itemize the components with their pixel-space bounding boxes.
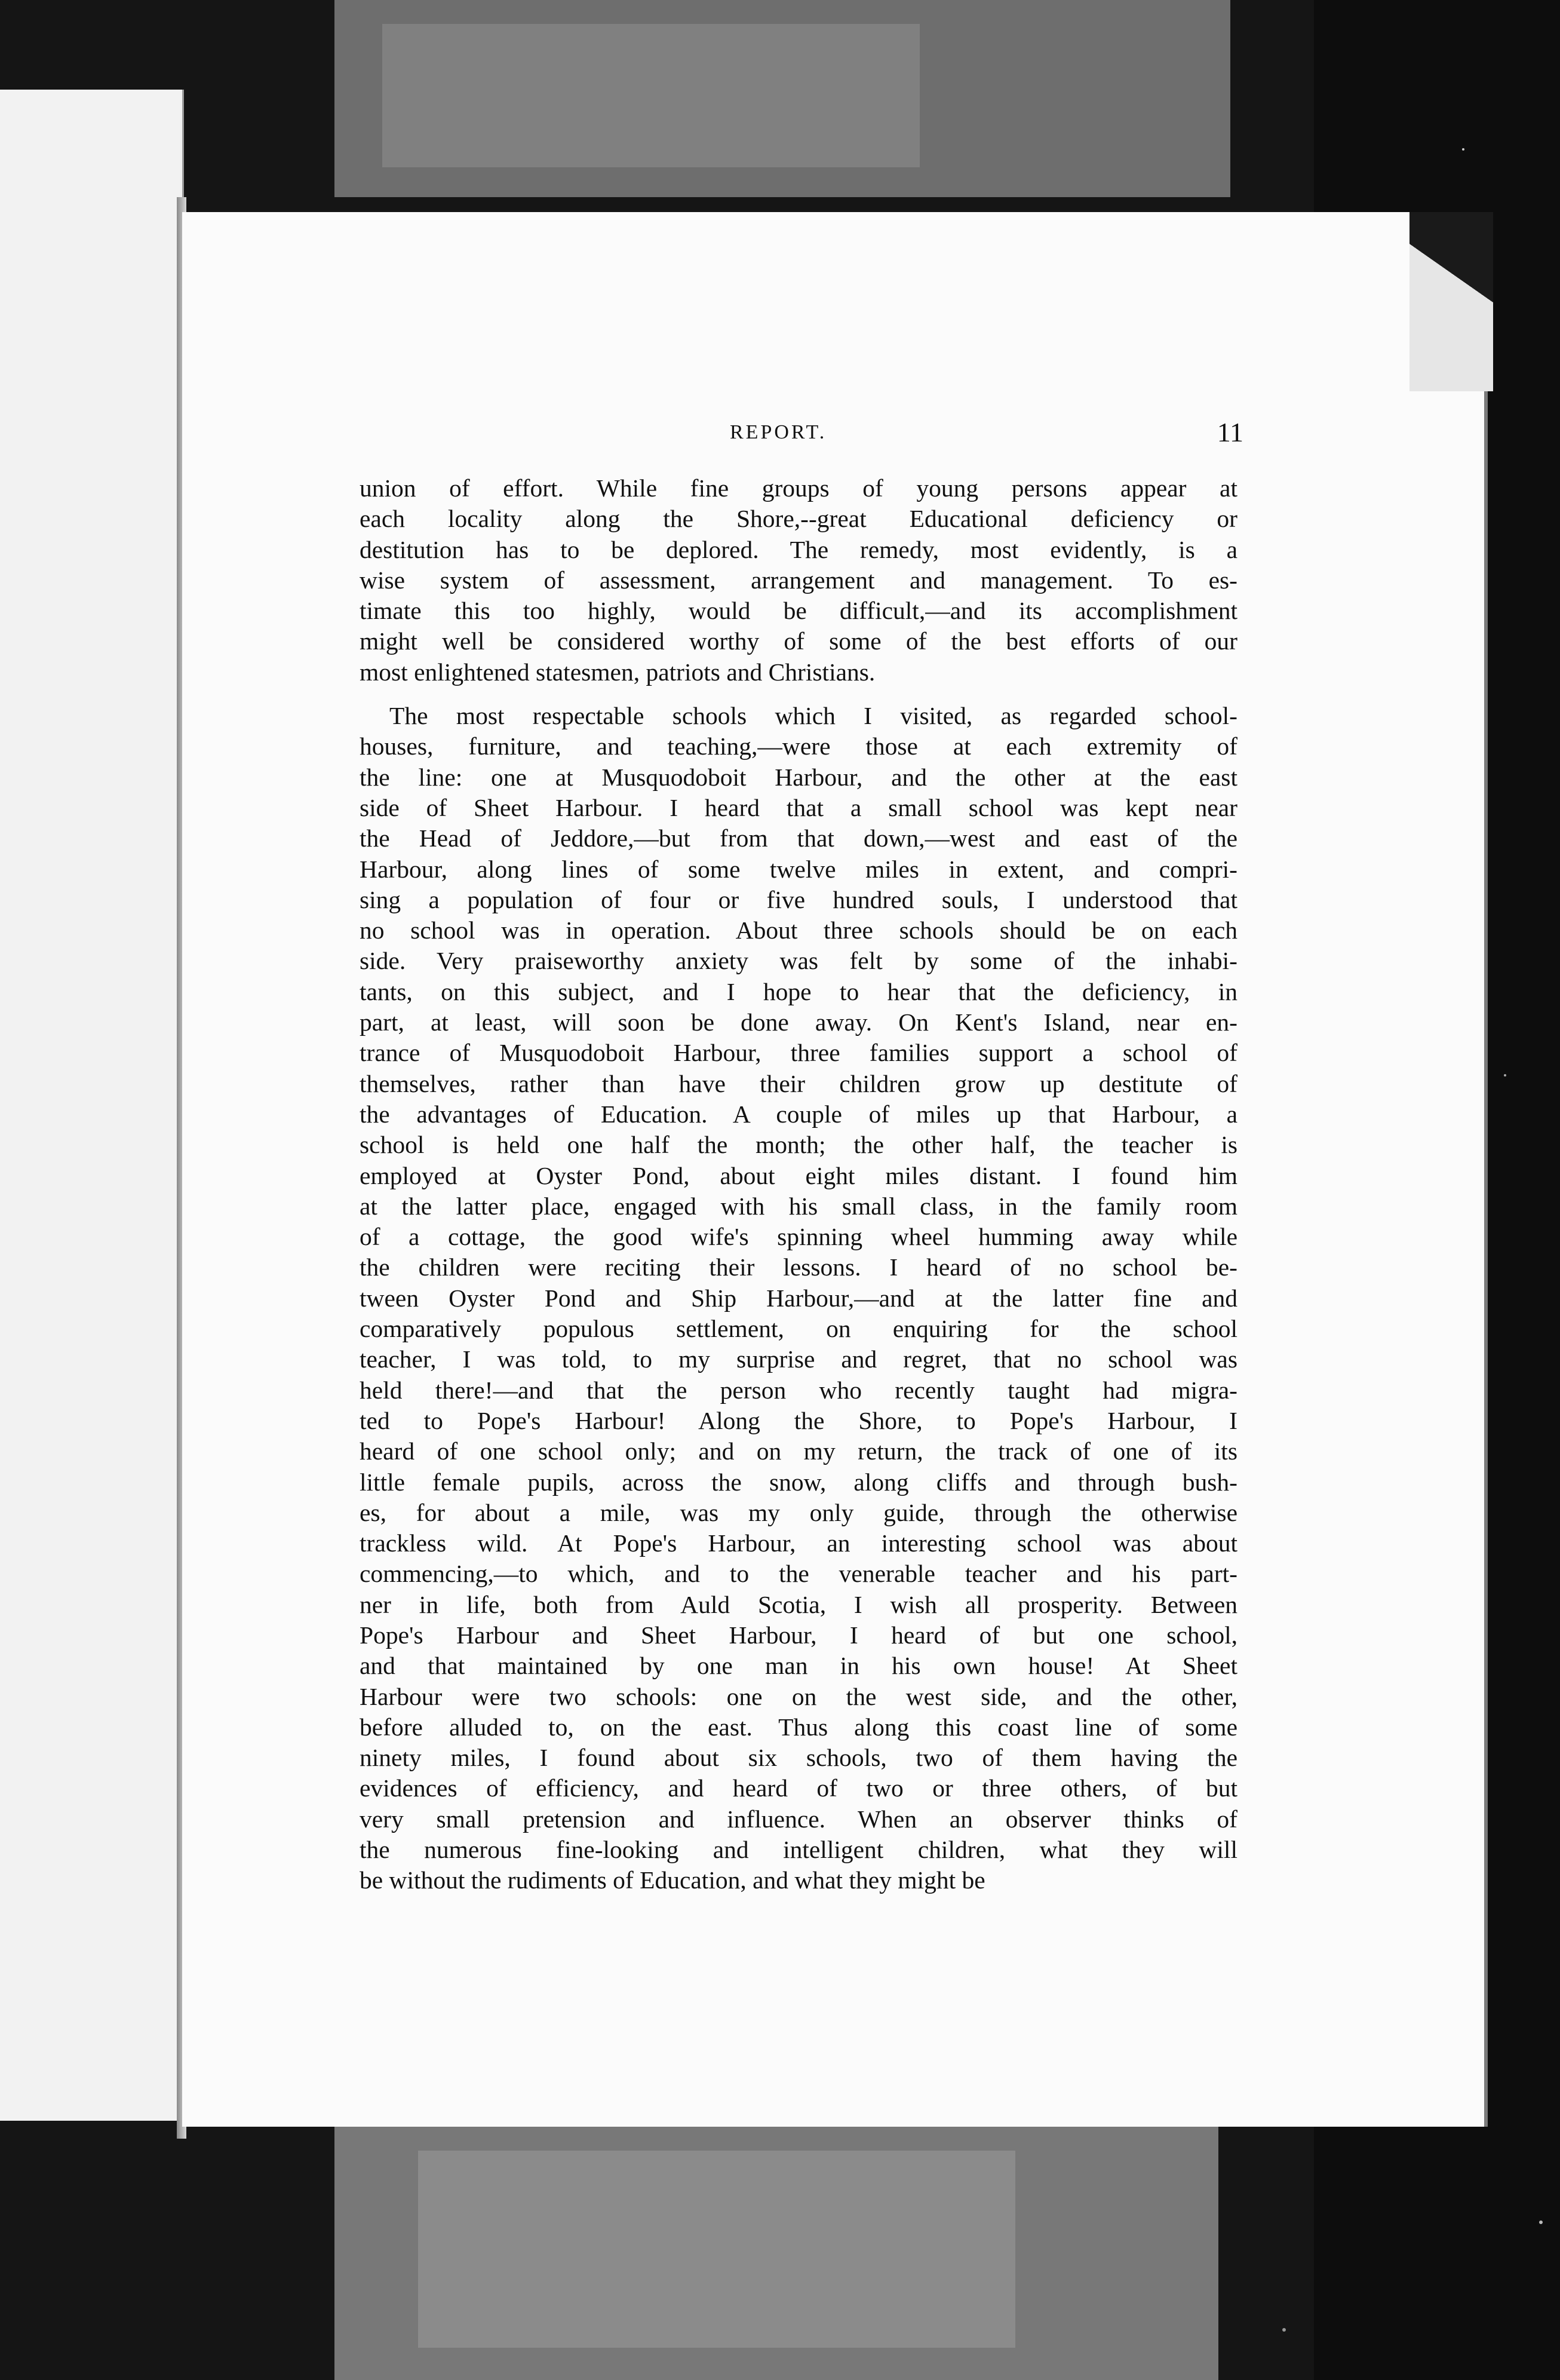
text-line: the advantages of Education. A couple of miles up that Harbour, a xyxy=(360,1100,1237,1128)
text-line: most enlightened statesmen, patriots and Christians. xyxy=(360,658,876,686)
text-line: trance of Musquodoboit Harbour, three families support a school of xyxy=(360,1039,1237,1067)
page-number: 11 xyxy=(1217,417,1243,447)
text-line: part, at least, will soon be done away. On Kent's Island, near en- xyxy=(360,1008,1237,1036)
text-line: Harbour, along lines of some twelve miles in extent, and compri- xyxy=(360,855,1237,883)
body-text xyxy=(360,473,1237,1896)
text-line: destitution has to be deplored. The remedy, most evidently, is a xyxy=(360,535,1237,563)
text-line: wise system of assessment, arrangement and management. To es- xyxy=(360,566,1237,594)
text-line: tween Oyster Pond and Ship Harbour,—and at the latter fine and xyxy=(360,1284,1237,1312)
text-line: employed at Oyster Pond, about eight miles distant. I found him xyxy=(360,1161,1237,1189)
text-line: of a cottage, the good wife's spinning wheel humming away while xyxy=(360,1223,1237,1251)
text-line: might well be considered worthy of some of the best efforts of our xyxy=(360,627,1237,655)
text-line: before alluded to, on the east. Thus along this coast line of some xyxy=(360,1713,1237,1741)
text-line: each locality along the Shore,--great Educational deficiency or xyxy=(360,505,1237,533)
text-line: commencing,—to which, and to the venerable teacher and his part- xyxy=(360,1560,1237,1588)
text-line: ted to Pope's Harbour! Along the Shore, to Pope's Harbour, I xyxy=(360,1406,1237,1434)
text-line: The most respectable schools which I visited, as regarded school- xyxy=(389,702,1237,730)
text-line: Harbour were two schools: one on the west side, and the other, xyxy=(360,1682,1237,1710)
paragraph xyxy=(360,701,1237,1896)
text-line: the numerous fine-looking and intelligent children, what they will xyxy=(360,1836,1237,1864)
facing-page xyxy=(0,90,184,2121)
page-header xyxy=(730,416,1243,452)
paragraph xyxy=(360,473,1237,688)
text-line: no school was in operation. About three schools should be on each xyxy=(360,916,1237,944)
text-line: teacher, I was told, to my surprise and regret, that no school was xyxy=(360,1345,1237,1373)
text-line: Pope's Harbour and Sheet Harbour, I heard of but one school, xyxy=(360,1621,1237,1649)
text-line: the children were reciting their lessons. I heard of no school be- xyxy=(360,1253,1237,1281)
text-line: held there!—and that the person who recently taught had migra- xyxy=(360,1376,1237,1404)
text-line: union of effort. While fine groups of young persons appear at xyxy=(360,474,1237,502)
text-line: be without the rudiments of Education, and what they might be xyxy=(360,1866,985,1894)
text-line: es, for about a mile, was my only guide, through the otherwise xyxy=(360,1498,1237,1526)
running-head: REPORT. xyxy=(730,421,827,443)
text-line: ninety miles, I found about six schools, two of them having the xyxy=(360,1744,1237,1772)
text-line: sing a population of four or five hundred souls, I understood that xyxy=(360,885,1237,913)
text-line: houses, furniture, and teaching,—were those at each extremity of xyxy=(360,732,1237,760)
text-line: little female pupils, across the snow, along cliffs and through bush- xyxy=(360,1468,1237,1496)
text-line: heard of one school only; and on my return, the track of one of its xyxy=(360,1437,1237,1465)
text-line: comparatively populous settlement, on enquiring for the school xyxy=(360,1315,1237,1343)
text-line: the Head of Jeddore,—but from that down,—west and east of the xyxy=(360,824,1237,852)
text-line: evidences of efficiency, and heard of two or three others, of but xyxy=(360,1774,1237,1802)
text-line: ner in life, both from Auld Scotia, I wish all prosperity. Between xyxy=(360,1590,1237,1618)
text-line: side. Very praiseworthy anxiety was felt by some of the inhabi- xyxy=(360,947,1237,975)
text-line: and that maintained by one man in his own house! At Sheet xyxy=(360,1652,1237,1680)
text-line: side of Sheet Harbour. I heard that a small school was kept near xyxy=(360,793,1237,821)
text-line: at the latter place, engaged with his small class, in the family room xyxy=(360,1192,1237,1220)
text-line: themselves, rather than have their children grow up destitute of xyxy=(360,1069,1237,1097)
text-line: timate this too highly, would be difficult,—and its accomplishment xyxy=(360,597,1237,625)
text-line: tants, on this subject, and I hope to hear that the deficiency, in xyxy=(360,977,1237,1005)
text-line: very small pretension and influence. When an observer thinks of xyxy=(360,1805,1237,1833)
folded-corner xyxy=(1409,212,1493,391)
text-line: the line: one at Musquodoboit Harbour, and the other at the east xyxy=(360,763,1237,791)
text-line: trackless wild. At Pope's Harbour, an interesting school was about xyxy=(360,1529,1237,1557)
text-line: school is held one half the month; the other half, the teacher is xyxy=(360,1131,1237,1159)
